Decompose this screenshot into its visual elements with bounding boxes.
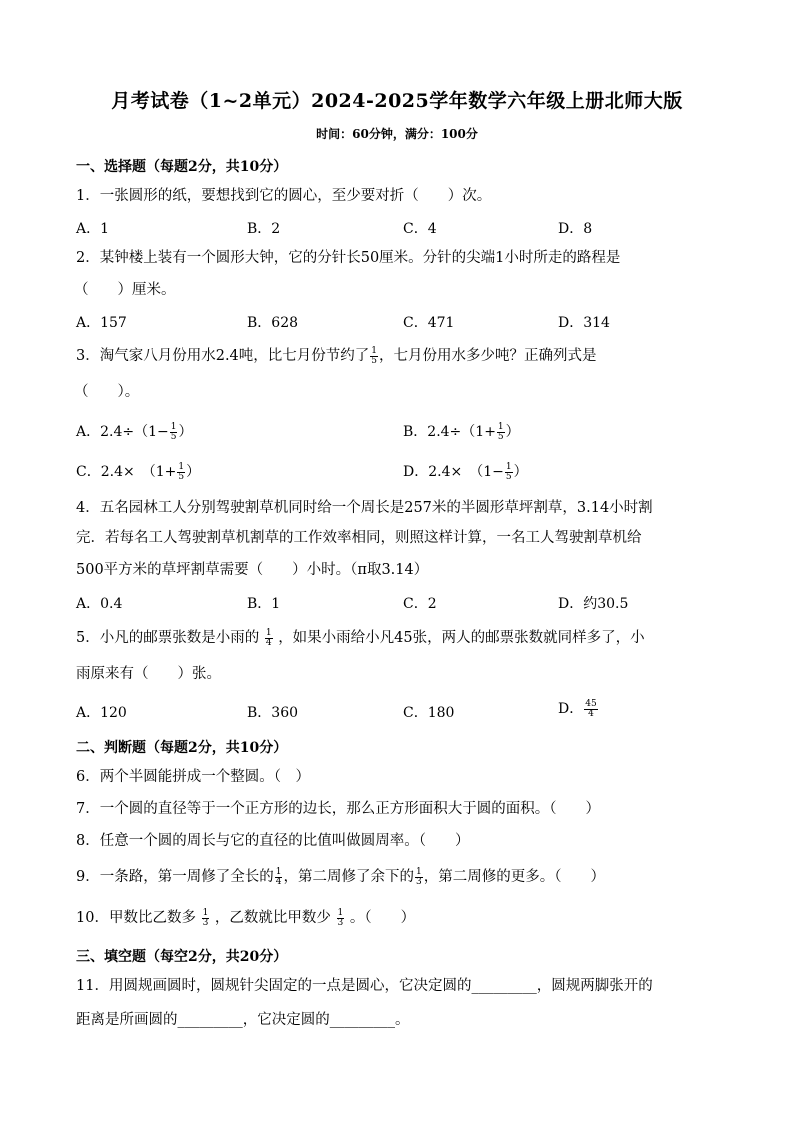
page-title: 月考试卷（1~2单元）2024-2025学年数学六年级上册北师大版 <box>111 90 683 112</box>
question-8: 8．任意一个圆的周长与它的直径的比值叫做圆周率。（ ） <box>76 833 470 849</box>
q1-option-d: D．8 <box>558 221 593 237</box>
q4-option-b: B．1 <box>247 596 281 612</box>
q1-option-a: A．1 <box>76 221 110 237</box>
question-11-line2: 距离是所画圆的_________，它决定圆的_________。 <box>76 1012 410 1028</box>
question-2-line1: 2．某钟楼上装有一个圆形大钟，它的分针长50厘米。分针的尖端1小时所走的路程是 <box>76 250 621 266</box>
section-heading-choice: 一、选择题（每题2分，共10分） <box>76 159 288 175</box>
q3-option-d: D．2.4× （1− $\frac{1}{5}$ ） <box>403 461 528 482</box>
question-4-line1: 4．五名园林工人分别驾驶割草机同时给一个周长是257米的半圆形草坪割草，3.14小时割 <box>76 500 653 516</box>
q3-text-post: ，七月份用水多少吨？正确列式是 <box>379 348 597 364</box>
q5-option-a: A．120 <box>76 705 127 721</box>
section-heading-judgement: 二、判断题（每题2分，共10分） <box>76 740 288 756</box>
q5-option-d: D． $\frac{45}{4}$ <box>558 698 597 719</box>
question-6: 6．两个半圆能拼成一个整圆。（ ） <box>76 769 310 785</box>
question-10: 10．甲数比乙数多 $\frac{1}{3}$ ，乙数就比甲数少 $\frac{1}{3}$ 。（ ） <box>76 907 416 928</box>
q3-text-pre: 3．淘气家八月份用水2.4吨，比七月份节约了 <box>76 348 370 364</box>
question-11-line1: 11．用圆规画圆时，圆规针尖固定的一点是圆心，它决定圆的_________，圆规两脚张开的 <box>76 978 653 994</box>
q2-option-a: A．157 <box>76 315 127 331</box>
q3-option-b: B．2.4÷（1+ $\frac{1}{5}$ ） <box>403 421 520 442</box>
question-2-line2: （ ）厘米。 <box>74 282 176 298</box>
question-5-line1: 5．小凡的邮票张数是小雨的 $\frac{1}{4}$ ，如果小雨给小凡45张，两人的邮票张数就同样多了，小 <box>76 627 645 648</box>
question-1: 1．一张圆形的纸，要想找到它的圆心，至少要对折（ ）次。 <box>76 188 492 204</box>
question-4-line3: 500平方米的草坪割草需要（ ）小时。（π取3.14） <box>76 562 429 578</box>
page-subtitle: 时间：60分钟，满分：100分 <box>316 127 478 141</box>
question-9: 9．一条路，第一周修了全长的 $\frac{1}{4}$ ，第二周修了余下的 $\frac{1}{3}$ ，第二周修的更多。（ ） <box>76 866 605 887</box>
q4-option-c: C．2 <box>403 596 437 612</box>
q5-option-b: B．360 <box>247 705 299 721</box>
q1-option-b: B．2 <box>247 221 281 237</box>
q2-option-b: B．628 <box>247 315 299 331</box>
q4-option-d: D．约30.5 <box>558 596 629 612</box>
q1-option-c: C．4 <box>403 221 437 237</box>
q3-option-a: A．2.4÷（1− $\frac{1}{5}$ ） <box>76 421 193 442</box>
q3-fraction: $\frac{1}{5}$ <box>371 345 378 366</box>
question-3-line1 <box>76 346 597 366</box>
q2-option-c: C．471 <box>403 315 455 331</box>
question-4-line2: 完．若每名工人驾驶割草机割草的工作效率相同，则照这样计算，一名工人驾驶割草机给 <box>76 530 642 546</box>
question-5-line2: 雨原来有（ ）张。 <box>76 666 221 682</box>
question-7: 7．一个圆的直径等于一个正方形的边长，那么正方形面积大于圆的面积。（ ） <box>76 801 600 817</box>
q4-option-a: A．0.4 <box>76 596 123 612</box>
q5-option-c: C．180 <box>403 705 455 721</box>
question-3-line2: （ ）。 <box>74 384 140 400</box>
q3-option-c: C．2.4× （1+ $\frac{1}{5}$ ） <box>76 461 201 482</box>
section-heading-fill: 三、填空题（每空2分，共20分） <box>76 949 288 965</box>
q2-option-d: D．314 <box>558 315 610 331</box>
q5-fraction: $\frac{1}{4}$ <box>265 627 272 648</box>
